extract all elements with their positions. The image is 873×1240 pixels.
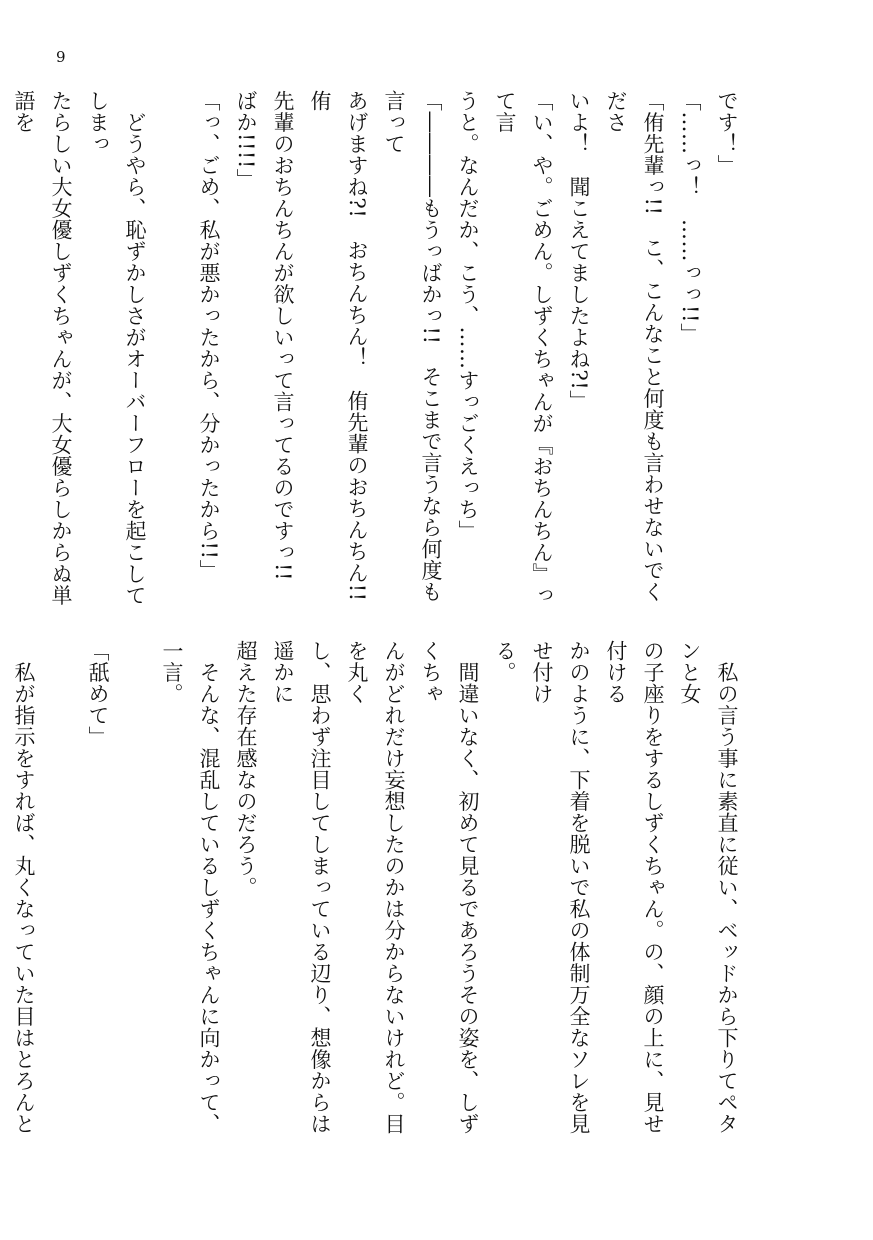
bottom-text-line: 私が指示をすれば、丸くなっていた目はとろんと [12,661,36,1135]
bottom-text-line [116,640,153,1140]
text-block-top [12,90,745,624]
bottom-text-line: そんな、混乱しているしずくちゃんに向かって、一言。 [160,640,221,1135]
bottom-text-line: の子座りをするしずくちゃん。の、顔の上に、見せ付ける [604,640,665,1135]
top-text-line: たらしい大女優しずくちゃんが、大女優らしからぬ単語を [12,90,73,606]
top-text-line: 「っ、ごめ、私が悪かったから、分かったから!!」 [197,90,221,581]
top-text-line [0,90,5,610]
bottom-text-line: し、思わず注目してしまっている辺り、想像からは遥かに [271,640,332,1135]
bottom-text-line: 間違いなく、初めて見るであろうその姿を、しずくちゃ [419,640,480,1135]
top-text-line: 「い、や。ごめん。しずくちゃんが『おちんちん』って言 [493,90,554,606]
bottom-text-line: んがどれだけ妄想したのかは分からないけれど。目を丸く [345,640,406,1135]
top-text-line: です！」 [715,90,739,176]
top-text-line: あげますね?! おちんちん！ 侑先輩のおちんちん!! 侑 [308,90,369,624]
top-text-line [153,90,190,610]
top-text-line: うと。なんだか、こう、……すっごくえっち」 [456,90,480,542]
bottom-text-line: 超えた存在感なのだろう。 [234,640,258,898]
top-text-line: 「――――もうっばかっ!! そこまで言うなら何度も言って [382,90,443,603]
top-text-line: 「……っ！ ……っっ!!」 [678,90,702,345]
bottom-text-line [42,640,79,1140]
page-number: 9 [56,48,66,66]
bottom-text-line: る。 [493,640,517,683]
bottom-text-line: かのように、下着を脱いで私の体制万全なソレを見せ付け [530,640,591,1135]
text-block-bottom [12,640,745,1140]
top-text-line: 「侑先輩っ!! こ、こんなこと何度も言わせないでくださ [604,90,665,603]
bottom-text-line: 私の言う事に素直に従い、ベッドから下りてペタンと女 [678,640,739,1135]
top-text-line: どうやら、恥ずかしさがオーバーフローを起こしてしまっ [86,90,147,606]
bottom-text-line: 「舐めて」 [86,640,110,748]
top-text-line: 先輩のおちんちんが欲しいって言ってるのですっ!! ばか!!!!」 [234,90,295,603]
top-text-line: いよ！ 聞こえてましたよね?!」 [567,90,591,412]
